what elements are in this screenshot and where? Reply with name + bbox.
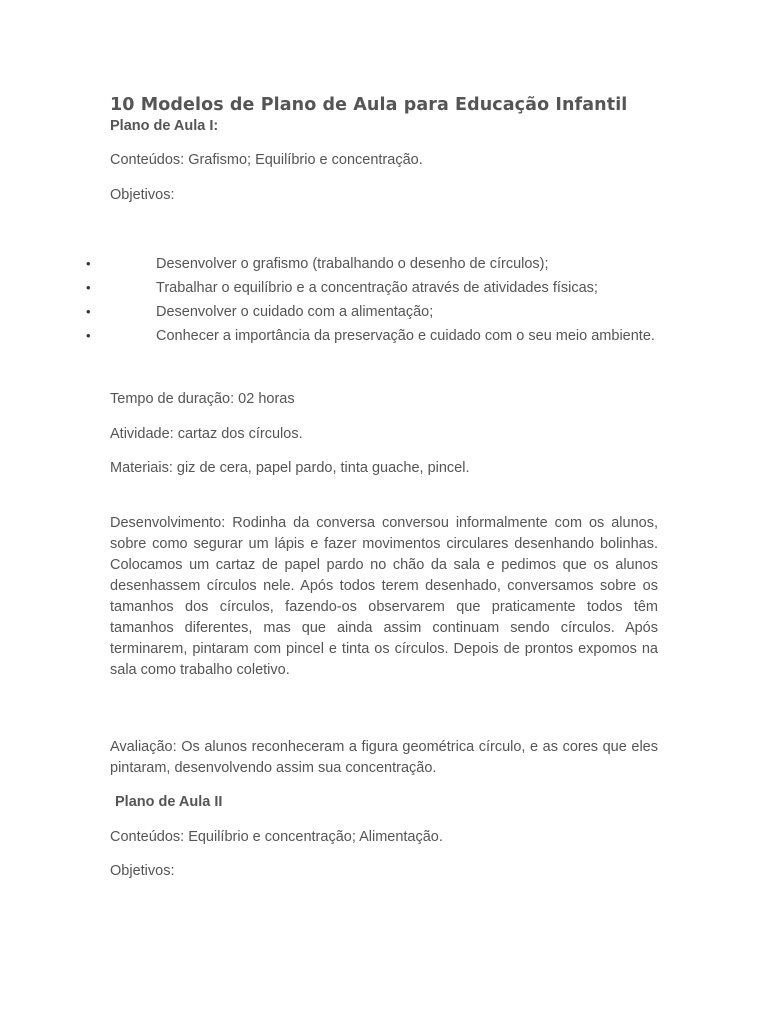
- plan1-materiais: Materiais: giz de cera, papel pardo, tinta guache, pincel.: [110, 460, 470, 476]
- plan2-heading: Plano de Aula II: [115, 794, 223, 810]
- bullet-icon: •: [86, 328, 91, 343]
- plan2-conteudos: Conteúdos: Equilíbrio e concentração; Alimentação.: [110, 829, 443, 845]
- objetivo-text: Desenvolver o grafismo (trabalhando o desenho de círculos);: [156, 256, 549, 272]
- list-item: [0, 253, 768, 277]
- plan1-conteudos: Conteúdos: Grafismo; Equilíbrio e concentração.: [110, 152, 423, 168]
- objetivo-text: Conhecer a importância da preservação e cuidado com o seu meio ambiente.: [156, 328, 655, 344]
- plan1-avaliacao: Avaliação: Os alunos reconheceram a figura geométrica círculo, e as cores que eles pintaram, desenvolvendo assim sua concentração.: [110, 739, 658, 776]
- plan1-objetivos-list: [0, 253, 768, 344]
- plan1-objetivos-label: Objetivos:: [110, 187, 175, 203]
- list-item: [0, 277, 768, 301]
- plan1-desenvolvimento: Desenvolvimento: Rodinha da conversa conversou informalmente com os alunos, sobre como segurar um lápis e fazer movimentos circulares desenhando bolinhas. Colocamos um cartaz de papel pardo no chão da sala e pedimos que os alunos desenhassem círculos nele. Após todos terem desenhado, conversamos sobre os tamanhos dos círculos, fazendo-os observarem que praticamente todos têm tamanhos diferentes, mas que ainda assim continuam sendo círculos. Após terminarem, pintaram com pincel e tinta os círculos. Depois de prontos expomos na sala como trabalho coletivo.: [110, 515, 658, 678]
- document-title: 10 Modelos de Plano de Aula para Educação Infantil: [110, 95, 628, 115]
- objetivo-text: Desenvolver o cuidado com a alimentação;: [156, 304, 434, 320]
- objetivo-text: Trabalhar o equilíbrio e a concentração através de atividades físicas;: [156, 280, 598, 296]
- bullet-icon: •: [86, 280, 91, 295]
- plan2-objetivos-label: Objetivos:: [110, 863, 175, 879]
- list-item: [0, 301, 768, 325]
- plan1-atividade: Atividade: cartaz dos círculos.: [110, 426, 303, 442]
- bullet-icon: •: [86, 256, 91, 271]
- bullet-icon: •: [86, 304, 91, 319]
- plan1-heading: Plano de Aula I:: [110, 118, 219, 134]
- plan1-tempo: Tempo de duração: 02 horas: [110, 391, 295, 407]
